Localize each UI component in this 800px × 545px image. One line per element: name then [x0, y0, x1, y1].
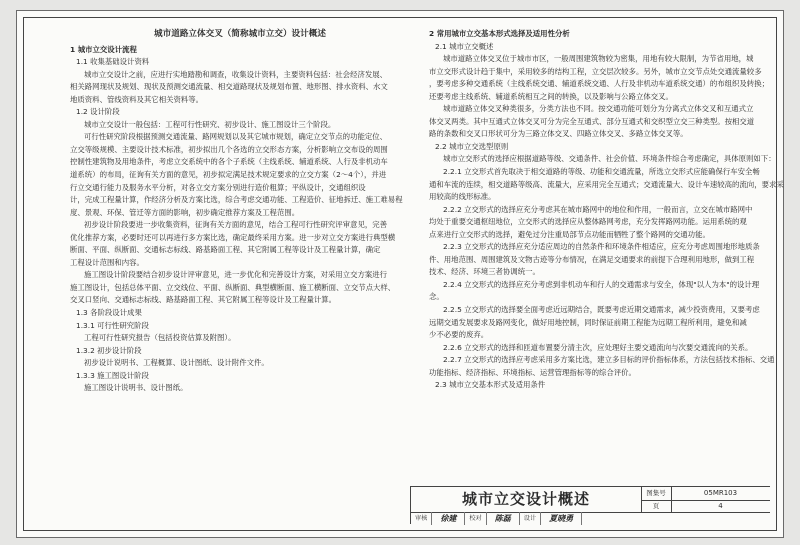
left-text-line: 1.2 设计阶段: [76, 107, 120, 117]
left-text-line: 施工图设计阶段要结合初步设计评审意见，进一步优化和完善设计方案，对采用立交方案进行: [84, 270, 388, 280]
right-text-line: 念。: [429, 292, 444, 302]
left-text-line: 交叉口竖向、交通标志标线、路基路面工程、其它附属工程等设计及工程量计算。: [70, 295, 337, 305]
title-block-code-label: 图集号: [641, 487, 672, 501]
left-text-line: 地质资料、管线资料及其它相关资料等。: [70, 94, 204, 104]
right-text-line: 用较高的线形标准。: [429, 192, 496, 202]
signature: 徐建: [432, 512, 465, 525]
left-text-line: 1.3.3 施工图设计阶段: [76, 370, 149, 380]
left-text-line: 工程设计范围和内容。: [70, 257, 144, 267]
left-body: [70, 44, 410, 395]
left-text-line: 相关路网现状及规划、现状及预测交通流量、相交道路现状及规划布置、地形图、排水资料、水文: [70, 82, 388, 92]
title-block-page-label: 页: [641, 500, 672, 513]
right-text-line: 少不必要的废弃。: [429, 330, 489, 340]
right-text-line: 2.2.2 立交形式的选择应充分考虑其在城市路网中的地位和作用，一般而言，立交在城市路网中: [443, 204, 753, 214]
right-text-line: 功能指标、经济指标、环境指标、运营管理指标等的综合评价。: [429, 367, 636, 377]
page-title: 城市道路立体交叉（简称城市立交）设计概述: [154, 29, 326, 39]
left-text-line: 行立交通行能力及服务水平分析，对各立交方案分别进行造价粗算；平纵设计，交通组织设: [70, 182, 366, 192]
left-text-line: 1 城市立交设计流程: [70, 44, 137, 54]
right-text-line: 体交叉两类。其中互通式立体交叉可分为完全互通式、部分互通式和交织型立交三种类型。按相交道: [429, 116, 755, 126]
right-text-line: 2.2.7 立交形式的选择应考虑采用多方案比选，建立多目标的评价指标体系，方法包括技术指标、交通: [443, 355, 775, 365]
signature-role-label: 审核: [411, 512, 432, 525]
right-text-line: 2.2.6 立交形式的选择和匝道布置要分清主次，应处理好主要交通流向与次要交通流向的关系。: [443, 342, 753, 352]
title-block: [410, 486, 770, 524]
left-text-line: 计，完成工程量计算，作经济分析及方案比选，综合考虑交通功能、工程造价、征地拆迁、施工难易程: [70, 195, 403, 205]
right-column: [429, 28, 784, 392]
right-text-line: 点来进行立交形式的选择，避免过分注重局部节点功能而牺牲了整个路网的交通功能。: [429, 229, 710, 239]
left-text-line: 1.3.2 初步设计阶段: [76, 345, 142, 355]
right-text-line: 均处于重要交通枢纽地位，立交形式的选择应从整体路网考虑，充分发挥路网功能。运用系统的观: [429, 217, 747, 227]
right-text-line: 城市道路立体交叉位于城市市区，一般周围建筑物较为密集，用地有较大限制，为节省用地，城: [443, 54, 754, 64]
signature-role-label: 设计: [520, 512, 541, 525]
drawing-sheet: [16, 10, 784, 538]
right-text-line: 市立交形式设计趋于集中，采用较多的结构工程，立交层次较多。另外，城市立交节点处交通流量较多: [429, 66, 762, 76]
left-text-line: 断面、平面、纵断面、交通标志标线、路基路面工程、其它附属工程等设计及工程量计算，确定: [70, 245, 381, 255]
left-text-line: 工程可行性研究报告（包括投资估算及附图）。: [84, 333, 236, 343]
title-block-page: 4: [671, 500, 770, 513]
drawing-frame: [23, 17, 784, 531]
right-text-line: 2 常用城市立交基本形式选择及适用性分析: [429, 29, 570, 38]
signature: 夏晓勇: [541, 512, 582, 525]
right-text-line: 2.2.1 立交形式首先取决于相交道路的等级、功能和交通流量，所选立交形式应能确保行车安全畅: [443, 167, 760, 177]
left-text-line: 可行性研究阶段根据预测交通流量、路网规划以及其它城市规划，确定立交节点的功能定位、: [84, 132, 388, 142]
right-text-line: 通和车流的连续，相交道路等级高、流量大，应采用完全互通式；交通流量大、设计车速较高的流向，要求采: [429, 179, 784, 189]
left-column: [70, 28, 410, 395]
right-text-line: 2.1 城市立交概述: [435, 41, 494, 51]
title-block-signatures: [411, 512, 770, 525]
right-text-line: 2.3 城市立交基本形式及适用条件: [435, 380, 546, 390]
right-text-line: 还要考虑主线系统、辅道系统相互之间的转换，以及影响与公路立体交叉。: [429, 91, 673, 101]
left-text-line: 道系统）的布局，征询有关方面的意见，初步拟定满足技术规定要求的立交方案（2～4个），并进: [70, 170, 387, 180]
left-text-line: 度、景观、环保、管迁等方面的影响，初步确定推荐方案及工程范围。: [70, 207, 300, 217]
right-text-line: 城市道路立体交叉种类很多，分类方法也不同。按交通功能可划分为分离式立体交叉和互通式立: [443, 104, 754, 114]
left-text-line: 初步设计阶段要进一步收集资料，征询有关方面的意见，结合工程可行性研究评审意见，完善: [84, 220, 388, 230]
right-text-line: 2.2.5 立交形式的选择要全面考虑近远期结合，既要考虑近期交通需求，减少投资费用，又要考虑: [443, 305, 760, 315]
right-text-line: 路的条数和交叉口形状可分为三路立体交叉、四路立体交叉、多路立体交叉等。: [429, 129, 688, 139]
left-text-line: 1.3 各阶段设计成果: [76, 308, 142, 318]
right-text-line: ，要考虑多种交通系统（主线系统交通、辅道系统交通、人行及非机动车道系统交通）的布组织及转换；: [429, 79, 769, 89]
right-text-line: 技术、经济、环境三者协调统一。: [429, 267, 540, 277]
signature: 陈磊: [487, 512, 520, 525]
signature-role-label: 校对: [465, 512, 486, 525]
right-text-line: 城市立交形式的选择应根据道路等级、交通条件、社会价值、环境条件综合考虑确定，具体原则如下：: [443, 154, 776, 164]
left-text-line: 初步设计说明书、工程概算、设计图纸、设计附件文件。: [84, 358, 269, 368]
right-text-line: 2.2.3 立交形式的选择应充分适应周边的自然条件和环境条件相适应，应充分考虑周围地形地质条: [443, 242, 760, 252]
title-block-name: 城市立交设计概述: [411, 487, 642, 513]
left-text-line: 1.1 收集基础设计资料: [76, 57, 150, 67]
left-text-line: 优化推荐方案，必要时还可以再进行多方案比选，确定最终采用方案。进一步对立交方案进行典型横: [70, 232, 396, 242]
right-text-line: 件、用地范围、周围建筑及文物古迹等分布情况，在满足交通要求的前提下合理利用地形，做到工程: [429, 254, 755, 264]
left-text-line: 城市立交设计一般包括：工程可行性研究、初步设计、施工图设计三个阶段。: [84, 119, 336, 129]
right-text-line: 2.2 城市立交选型原则: [435, 141, 509, 151]
title-block-code: 05MR103: [671, 487, 770, 501]
left-text-line: 1.3.1 可行性研究阶段: [76, 320, 149, 330]
left-text-line: 城市立交设计之前，应进行实地踏勘和调查，收集设计资料，主要资料包括：社会经济发展、: [84, 69, 388, 79]
left-text-line: 施工图设计说明书、设计图纸。: [84, 383, 188, 393]
left-text-line: 控制性建筑物及用地条件，考虑立交系统中的各个子系统（主线系统、辅道系统、人行及非机动车: [70, 157, 388, 167]
left-text-line: 施工图设计，包括总体平面、立交线位、平面、纵断面、典型横断面、施工横断面、立交节点大样、: [70, 282, 396, 292]
right-text-line: 远期交通发展要求及路网变化，做好用地控制，同时保证前期工程能为远期工程所利用，避免和减: [429, 317, 747, 327]
right-text-line: 2.2.4 立交形式的选择应充分考虑到非机动车和行人的交通需求与安全，体现"以人为本"的设计理: [443, 279, 760, 289]
left-text-line: 立交等级规模、主要设计技术标准，初步拟出几个各选的立交形态方案，分析影响立交布设的周围: [70, 144, 388, 154]
right-body: [429, 28, 784, 392]
